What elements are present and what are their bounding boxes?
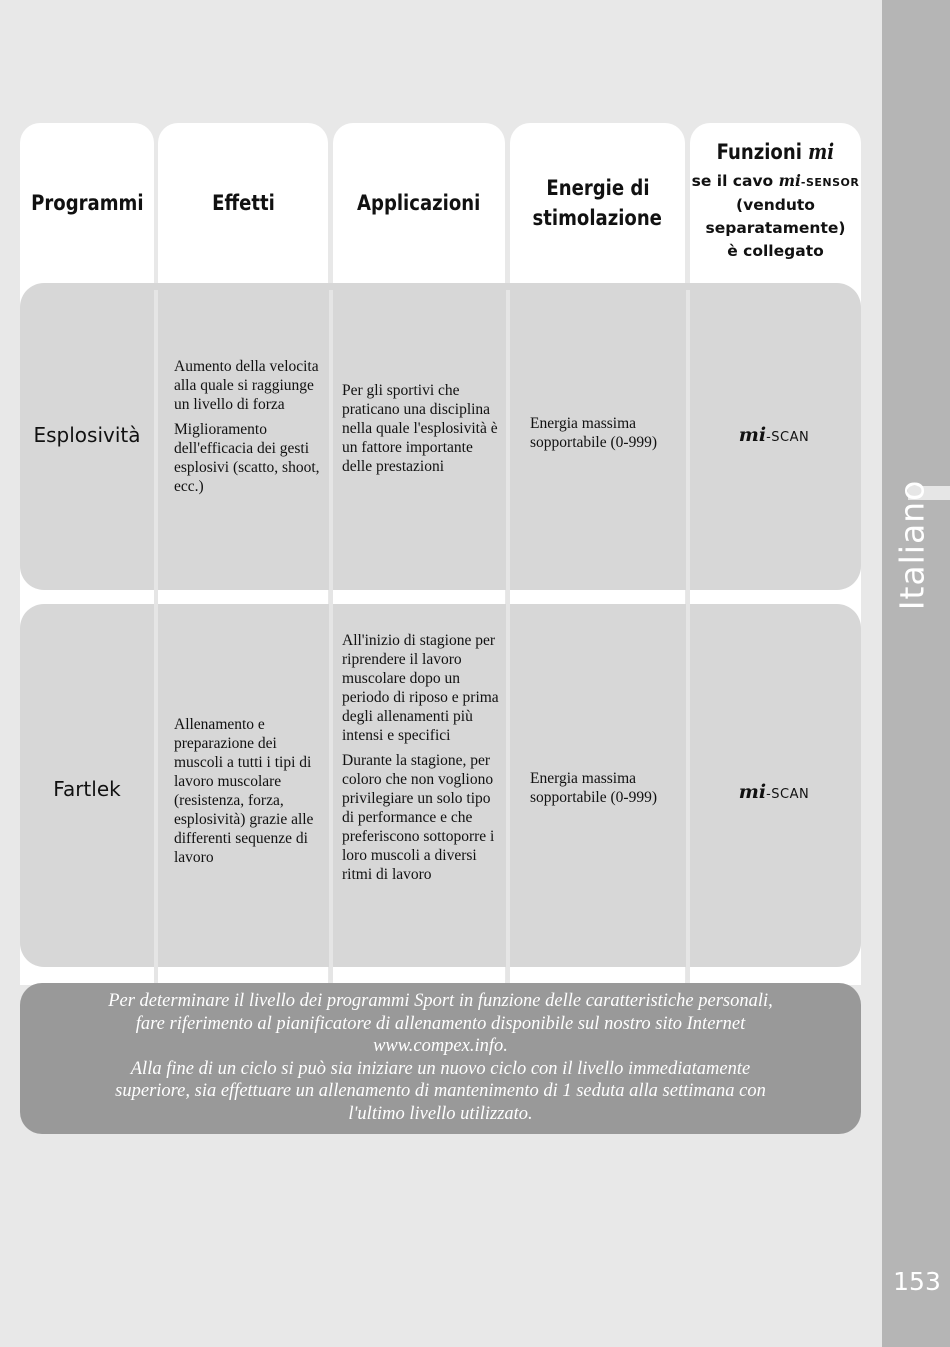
program-name: Esplosività	[33, 423, 141, 447]
effetti-paragraph: Allenamento e preparazione dei muscoli a tutti i tipi di lavoro muscolare (resistenza, forza, esplosività) grazie alle differenti sequenze di lavoro	[174, 716, 314, 866]
applicazioni-paragraph: All'inizio di stagione per riprendere il lavoro muscolare dopo un periodo di riposo e prima degli allenamenti più intensi e specifici	[342, 632, 499, 744]
note-line: l'ultimo livello utilizzato.	[348, 1103, 533, 1124]
energia-cell: Energia massima sopportabile (0-999)	[530, 415, 657, 451]
scan-text: -SCAN	[766, 430, 810, 445]
sensor-label: -SENSOR	[800, 176, 860, 189]
mi-logo-icon: mi	[808, 139, 835, 164]
language-sidebar	[882, 0, 950, 1347]
mi-logo-icon: mi	[778, 171, 801, 190]
header-funzioni-title	[717, 137, 835, 167]
note-line: Alla fine di un ciclo si può sia iniziare un nuovo ciclo con il livello immediatamente	[130, 1058, 751, 1079]
note-text	[20, 990, 861, 1125]
language-label: Italiano	[892, 479, 932, 611]
page-number: 153	[893, 1267, 941, 1296]
header-applicazioni-label: Applicazioni	[357, 191, 481, 215]
mi-logo-icon: mi	[738, 781, 767, 803]
effetti-cell	[174, 715, 326, 873]
header-funzioni-line1	[692, 169, 860, 194]
scan-text: -SCAN	[766, 787, 810, 802]
note-line: superiore, sia effettuare un allenamento di mantenimento di 1 seduta alla settimana con	[115, 1081, 766, 1101]
header-applicazioni	[333, 124, 505, 282]
applicazioni-paragraph: Durante la stagione, per coloro che non vogliono privilegiare un solo tipo di performance e che preferiscono sottoporre i loro muscoli a diversi ritmi di lavoro	[342, 752, 495, 883]
header-funzioni-prefix: se il cavo	[691, 172, 774, 190]
mi-logo-icon: mi	[738, 424, 767, 446]
column-separator	[154, 290, 158, 980]
mi-scan-label	[690, 781, 858, 803]
header-effetti-label: Effetti	[211, 191, 275, 215]
column-separator	[506, 290, 510, 980]
effetti-paragraph: Aumento della velocita alla quale si raggiunge un livello di forza	[174, 358, 319, 413]
column-separator	[329, 290, 333, 980]
header-programmi-label: Programmi	[30, 191, 144, 215]
note-line: Per determinare il livello dei programmi Sport in funzione delle caratteristiche personali,	[108, 991, 773, 1011]
header-funzioni-title-text: Funzioni	[716, 140, 803, 164]
applicazioni-cell	[342, 381, 500, 482]
header-funzioni	[690, 130, 861, 270]
header-programmi	[20, 124, 154, 282]
header-energie	[510, 124, 685, 282]
column-separator	[686, 290, 690, 980]
header-funzioni-line2: (venduto	[736, 196, 815, 214]
effetti-cell	[174, 357, 324, 502]
header-funzioni-line4: è collegato	[727, 242, 824, 260]
applicazioni-paragraph: Per gli sportivi che praticano una disciplina nella quale l'esplosività è un fattore importante delle prestazioni	[342, 382, 498, 475]
header-energie-line2: stimolazione	[532, 206, 663, 230]
energia-cell: Energia massima sopportabile (0-999)	[530, 770, 657, 806]
header-energie-line1: Energie di	[545, 176, 650, 200]
note-line: fare riferimento al pianificatore di allenamento disponibile sul nostro sito Internet	[135, 1013, 746, 1034]
note-line: www.compex.info.	[373, 1036, 508, 1056]
effetti-paragraph: Miglioramento dell'efficacia dei gesti esplosivi (scatto, shoot, ecc.)	[174, 421, 320, 495]
header-effetti	[158, 124, 328, 282]
mi-scan-label	[690, 424, 858, 446]
applicazioni-cell	[342, 631, 500, 890]
program-name: Fartlek	[53, 777, 121, 801]
header-funzioni-line3: separatamente)	[705, 219, 846, 237]
